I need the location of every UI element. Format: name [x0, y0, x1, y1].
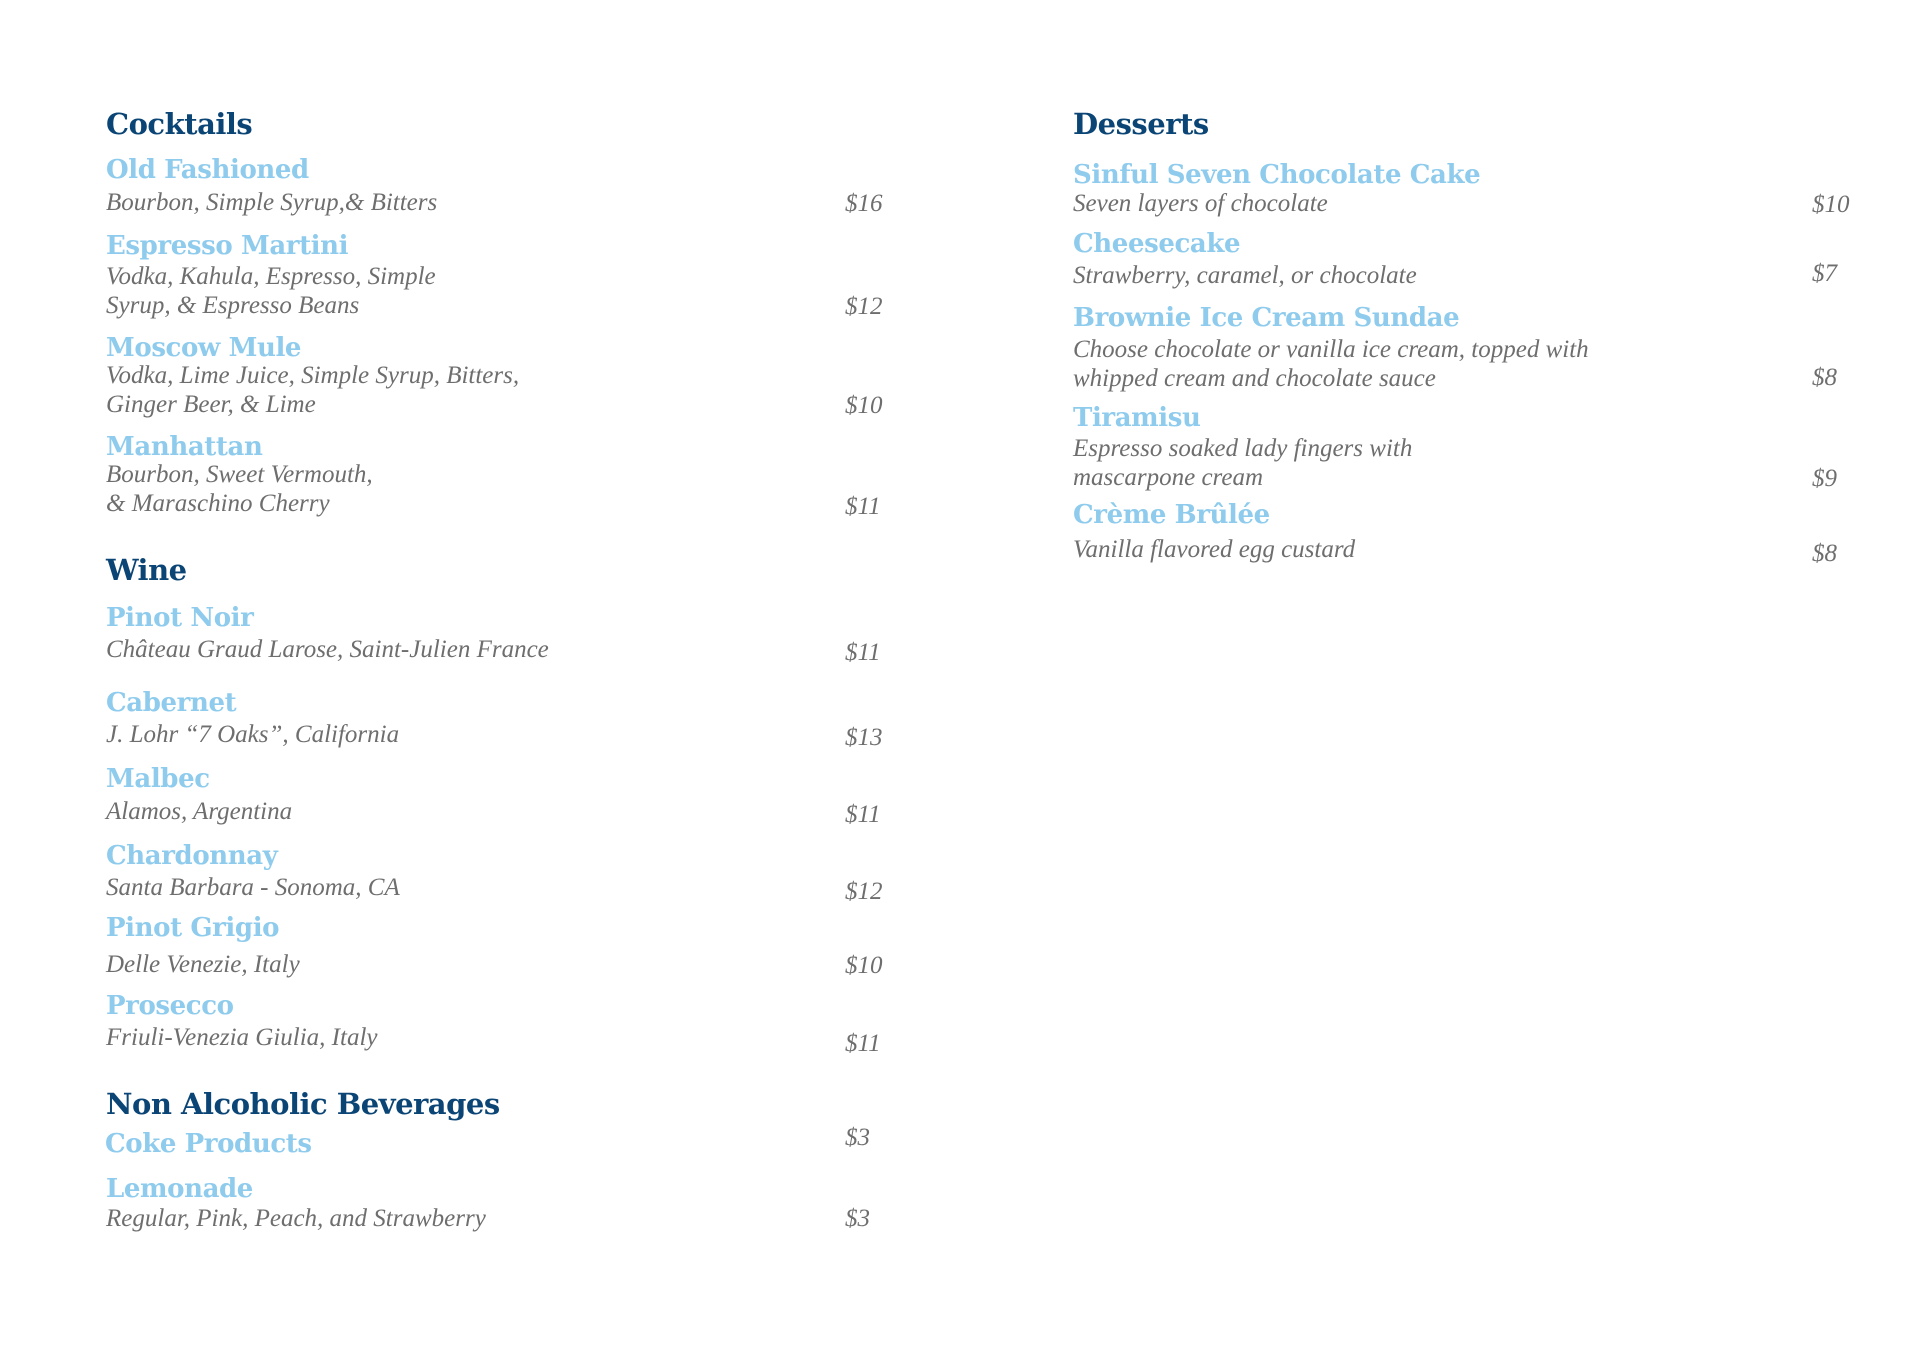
menu-item-name: Espresso Martini	[106, 231, 349, 261]
menu-item-price: $8	[1812, 540, 1837, 567]
menu-item-price: $8	[1812, 364, 1837, 391]
menu-item-name: Old Fashioned	[106, 155, 309, 185]
menu-item-description: Bourbon, Sweet Vermouth, & Maraschino Cherry	[106, 461, 373, 517]
menu-item-name: Cheesecake	[1073, 229, 1241, 259]
menu-item-description: Vodka, Kahula, Espresso, Simple Syrup, & Espresso Beans	[106, 263, 436, 319]
menu-item-price: $11	[845, 639, 881, 666]
menu-item-price: $11	[845, 801, 881, 828]
menu-item-price: $13	[845, 724, 883, 751]
section-title-wine: Wine	[106, 553, 187, 587]
menu-item-name: Moscow Mule	[106, 333, 302, 363]
menu-item-price: $10	[1812, 191, 1850, 218]
menu-item-name: Manhattan	[106, 432, 263, 462]
menu-item-name: Chardonnay	[106, 841, 278, 871]
menu-item-price: $3	[845, 1124, 870, 1151]
menu-item-description: Château Graud Larose, Saint-Julien France	[106, 636, 549, 663]
menu-item-name: Malbec	[106, 764, 210, 794]
menu-item-name: Sinful Seven Chocolate Cake	[1073, 160, 1481, 190]
section-title-non-alcoholic: Non Alcoholic Beverages	[106, 1087, 500, 1121]
menu-item-price: $11	[845, 493, 881, 520]
menu-item-description: Vanilla flavored egg custard	[1073, 536, 1356, 563]
menu-item-price: $9	[1812, 465, 1837, 492]
menu-item-price: $10	[845, 952, 883, 979]
menu-item-price: $12	[845, 878, 883, 905]
menu-item-description: Santa Barbara - Sonoma, CA	[106, 874, 400, 901]
menu-item-price: $16	[845, 190, 883, 217]
menu-item-description: Delle Venezie, Italy	[106, 951, 300, 978]
menu-item-description: Bourbon, Simple Syrup,& Bitters	[106, 189, 438, 216]
menu-item-price: $3	[845, 1205, 870, 1232]
menu-item-description: Strawberry, caramel, or chocolate	[1073, 262, 1417, 289]
menu-item-name: Crème Brûlée	[1073, 500, 1270, 530]
menu-item-name: Prosecco	[106, 991, 234, 1021]
menu-item-name: Pinot Grigio	[106, 913, 280, 943]
menu-item-price: $12	[845, 293, 883, 320]
menu-item-name: Lemonade	[106, 1174, 253, 1204]
menu-item-description: Alamos, Argentina	[106, 798, 293, 825]
section-title-desserts: Desserts	[1073, 107, 1209, 141]
menu-item-name: Brownie Ice Cream Sundae	[1073, 303, 1460, 333]
menu-item-description: Regular, Pink, Peach, and Strawberry	[106, 1205, 486, 1232]
menu-item-description: J. Lohr “7 Oaks”, California	[106, 721, 400, 748]
menu-item-name: Tiramisu	[1073, 403, 1201, 433]
menu-item-description: Friuli-Venezia Giulia, Italy	[106, 1024, 378, 1051]
menu-item-price: $7	[1812, 260, 1837, 287]
menu-item-description: Choose chocolate or vanilla ice cream, topped with whipped cream and chocolate sauce	[1073, 336, 1589, 392]
menu-item-description: Seven layers of chocolate	[1073, 190, 1328, 217]
menu-item-name: Cabernet	[106, 688, 237, 718]
menu-item-price: $11	[845, 1030, 881, 1057]
menu-item-name: Coke Products	[105, 1129, 312, 1159]
menu-item-price: $10	[845, 392, 883, 419]
menu-item-name: Pinot Noir	[106, 603, 254, 633]
menu-item-description: Vodka, Lime Juice, Simple Syrup, Bitters, Ginger Beer, & Lime	[106, 362, 520, 418]
section-title-cocktails: Cocktails	[106, 107, 253, 141]
menu-item-description: Espresso soaked lady fingers with mascarpone cream	[1073, 435, 1413, 491]
